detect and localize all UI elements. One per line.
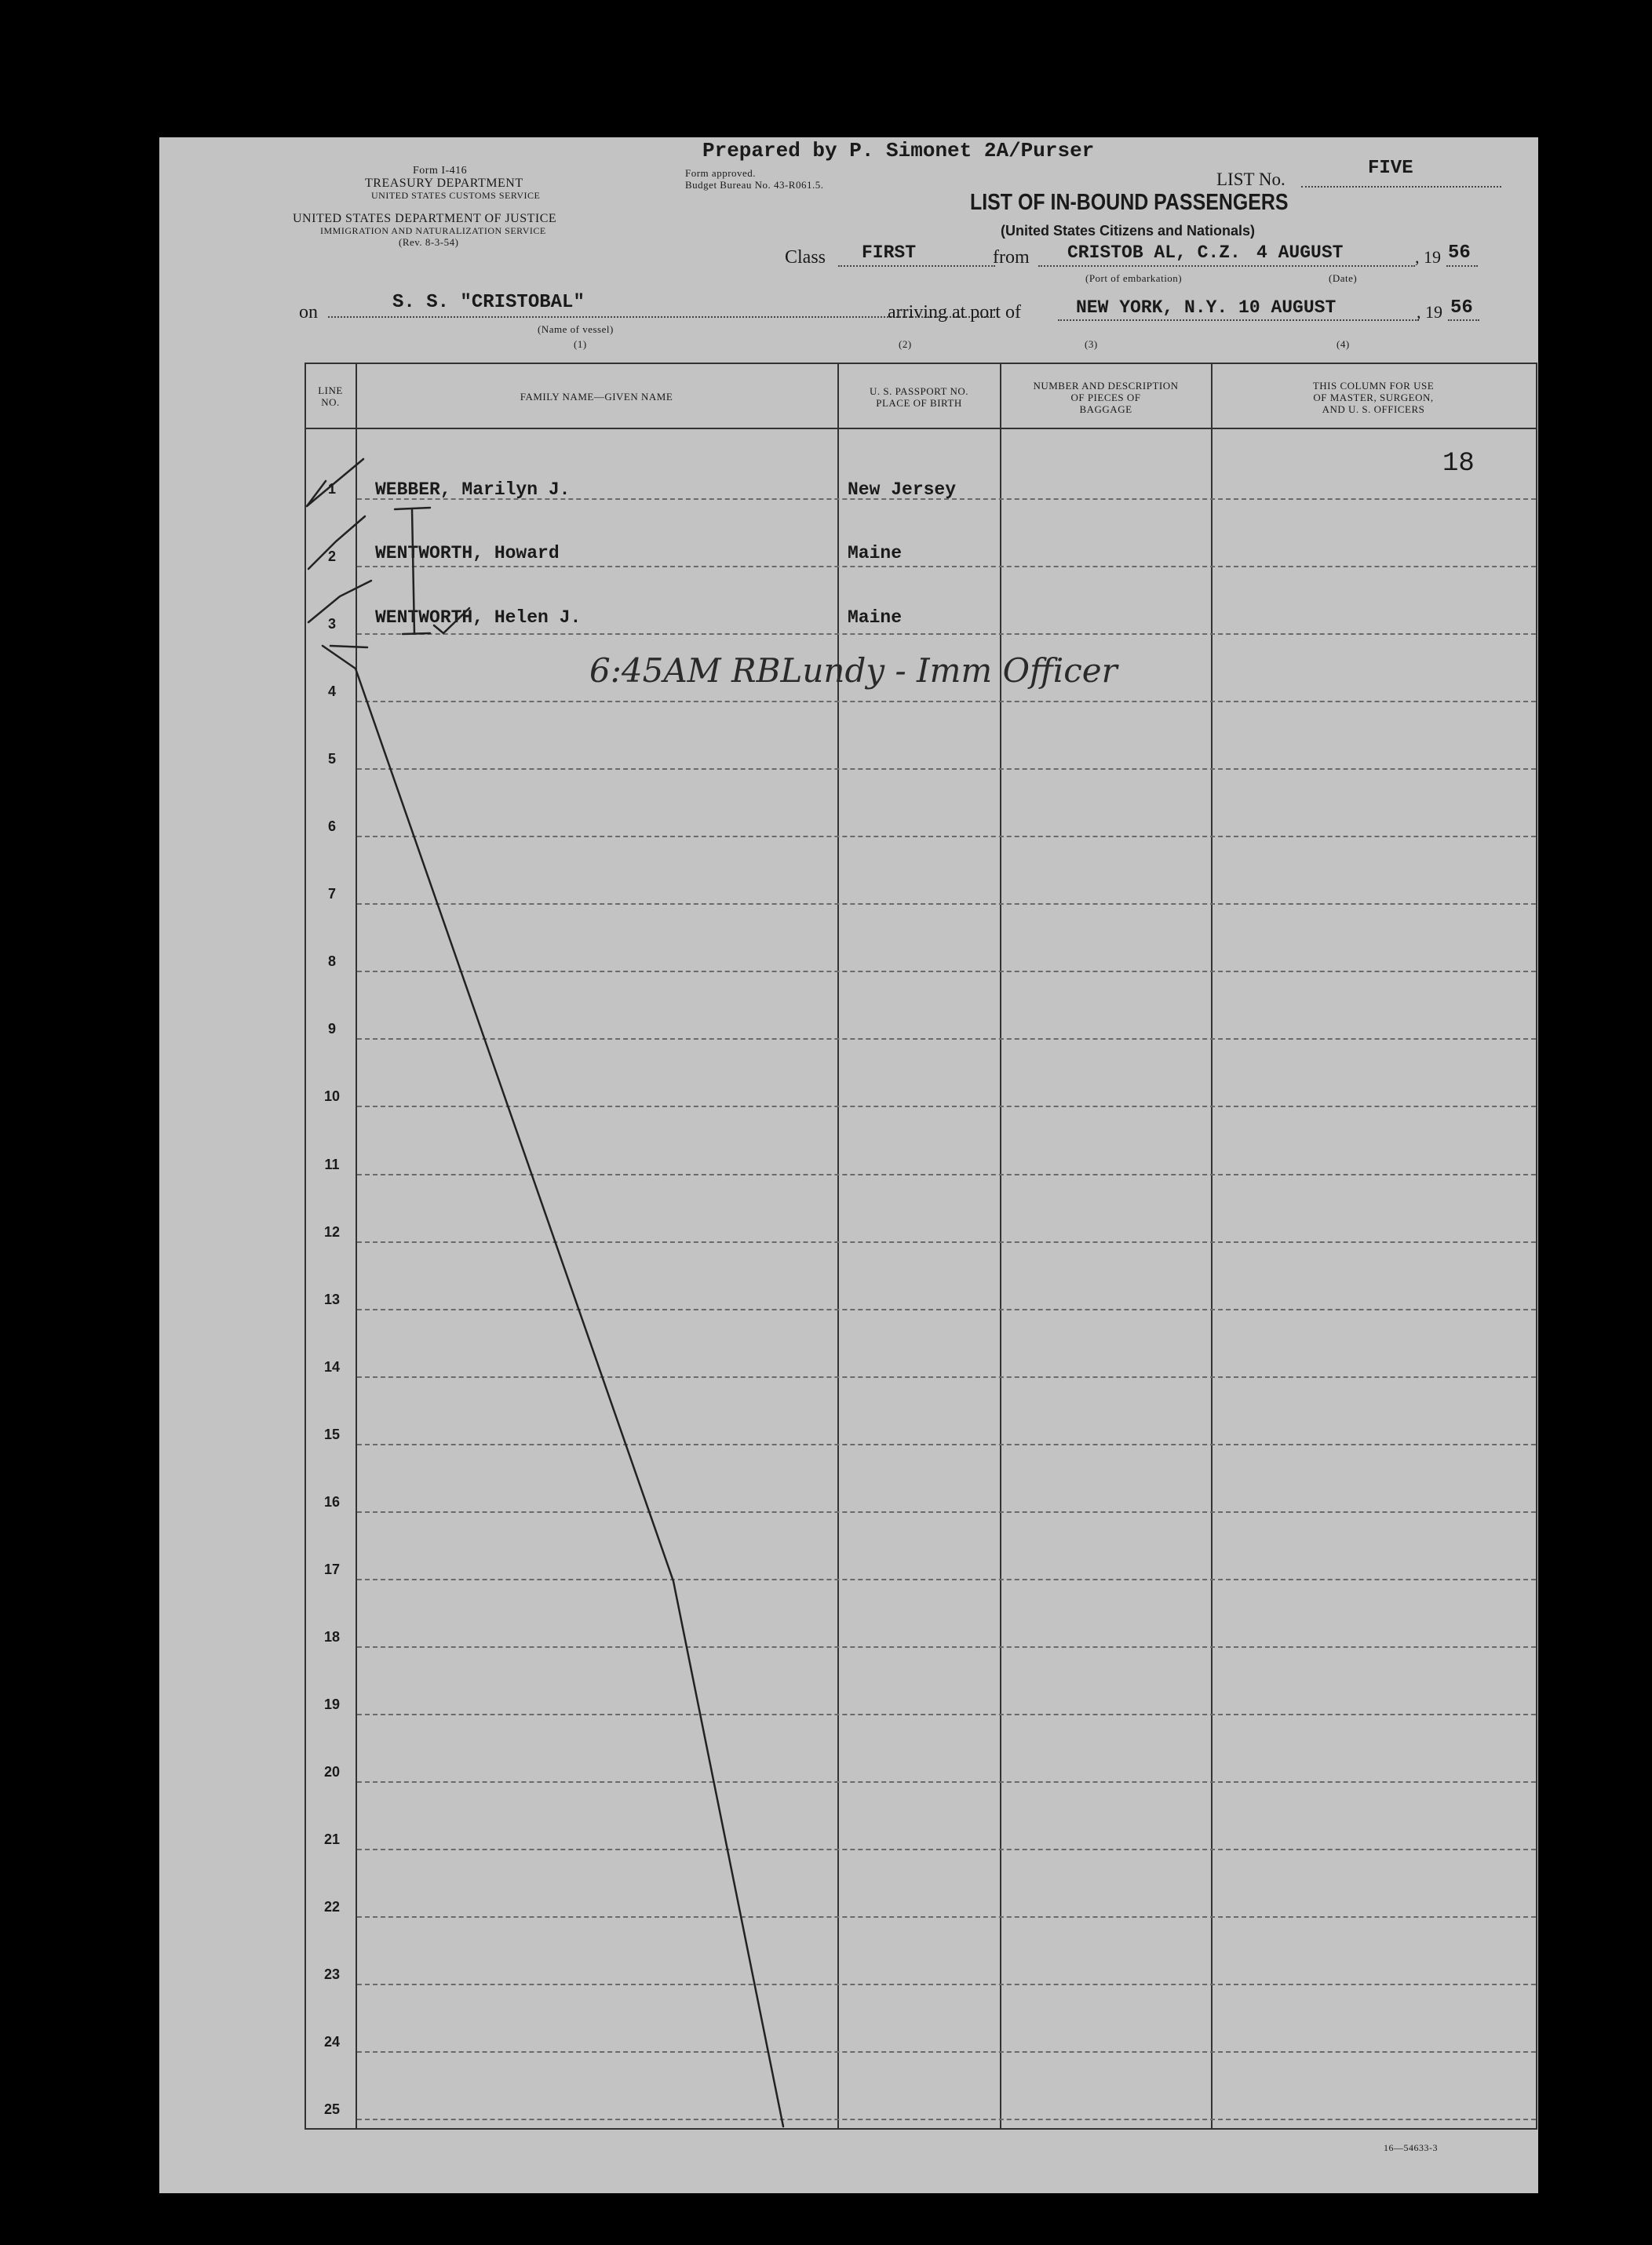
cancel-diagonal-line [323,646,783,2127]
row-number: 4 [327,683,336,699]
arrival-year-prefix: , 19 [1417,302,1442,322]
prepared-by: Prepared by P. Simonet 2A/Purser [702,139,1095,162]
justice-dept: UNITED STATES DEPARTMENT OF JUSTICE [293,212,557,225]
row-number: 13 [323,1292,341,1307]
from-line [1038,265,1415,267]
row-rule [357,1309,1536,1310]
class-value: FIRST [862,242,917,263]
header-baggage: NUMBER AND DESCRIPTION OF PIECES OF BAGGAGE [1033,380,1179,415]
row-rule [357,1781,1536,1783]
passenger-birthplace: Maine [848,543,903,563]
row-strike [330,646,367,647]
row-number: 3 [327,616,336,632]
row-number: 7 [327,886,336,902]
row-rule [357,701,1536,702]
vessel-name: S. S. "CRISTOBAL" [392,292,585,313]
row-number: 12 [323,1224,341,1240]
row-rule [357,1984,1536,1985]
col-num-3: (3) [1085,338,1098,350]
row-rule [357,633,1536,635]
port-caption: (Port of embarkation) [1085,272,1183,284]
class-label: Class [785,247,826,268]
row-rule [357,1916,1536,1918]
list-no-label: LIST No. [1216,169,1285,189]
col-divider-baggage [1211,363,1213,2130]
manifest-sheet [159,137,1538,2193]
row-number: 18 [323,1629,341,1645]
arrival-port-date: NEW YORK, N.Y. 10 AUGUST [1076,297,1337,318]
customs-service: UNITED STATES CUSTOMS SERVICE [371,190,541,201]
header-line-no: LINE NO. [318,384,343,408]
row-rule [357,1241,1536,1243]
row-number: 24 [323,2034,341,2050]
row-rule [357,1174,1536,1175]
row-number: 23 [323,1966,341,1982]
row-number: 14 [323,1359,341,1375]
vessel-caption: (Name of vessel) [538,323,614,335]
row-number: 1 [327,481,336,497]
table-header-border [305,428,1537,429]
list-no-value: FIVE [1368,158,1413,179]
row-rule [357,1511,1536,1513]
passenger-name: WENTWORTH, Howard [375,543,560,563]
row-rule [357,1106,1536,1107]
revision: (Rev. 8-3-54) [399,236,459,248]
row-number: 17 [323,1562,341,1577]
row-rule [357,2119,1536,2120]
row-number: 9 [327,1021,336,1037]
col-divider-name [837,363,839,2130]
row-rule [357,2051,1536,2053]
arriving-label: arriving at port of [888,302,1021,323]
row-rule [357,1646,1536,1648]
row-number: 5 [327,751,336,767]
row-rule [357,903,1536,905]
class-line [838,265,995,267]
row-number: 22 [323,1899,341,1915]
row-rule [357,1849,1536,1850]
embark-year-prefix: , 19 [1415,247,1441,267]
on-label: on [299,302,318,323]
row-number: 20 [323,1764,341,1780]
row-rule [357,566,1536,567]
col-divider-passport [1000,363,1001,2130]
col-divider-line [356,363,357,2130]
arrival-line [1058,319,1419,321]
row-number: 8 [327,953,336,969]
row-number: 11 [324,1157,340,1172]
row-number: 2 [327,548,336,564]
officer-note: 18 [1442,449,1475,479]
row-number: 10 [323,1088,341,1104]
date-caption: (Date) [1329,272,1358,284]
handwriting-marks [159,137,1538,2193]
form-number: Form I-416 [413,165,468,177]
arrival-year-line [1448,319,1479,321]
footer-code: 16—54633-3 [1384,2142,1438,2153]
row-number: 6 [327,818,336,834]
list-no-line [1301,186,1501,188]
row-number: 16 [323,1494,341,1510]
form-title: LIST OF IN-BOUND PASSENGERS [970,190,1289,215]
row-rule [357,836,1536,837]
embark-date: 4 AUGUST [1256,242,1344,263]
from-label: from [993,247,1030,268]
immigration-service: IMMIGRATION AND NATURALIZATION SERVICE [320,225,546,236]
table-right-border [1536,363,1537,2130]
budget-bureau: Budget Bureau No. 43-R061.5. [685,179,824,191]
col-num-4: (4) [1337,338,1350,350]
handwritten-note: 6:45AM RBLundy - Imm Officer [589,651,1118,690]
row-number: 25 [323,2101,341,2117]
header-name: FAMILY NAME—GIVEN NAME [520,391,673,403]
row-number: 19 [323,1697,341,1712]
treasury-dept: TREASURY DEPARTMENT [365,177,523,190]
header-officers: THIS COLUMN FOR USE OF MASTER, SURGEON, AND U. S. OFFICERS [1312,380,1435,415]
row-rule [357,1376,1536,1378]
row-rule [357,1444,1536,1445]
port-embarkation: CRISTOB AL, C.Z. [1067,242,1241,263]
passenger-birthplace: New Jersey [848,479,957,500]
header-passport: U. S. PASSPORT NO. PLACE OF BIRTH [870,385,968,409]
row-number: 21 [323,1831,341,1847]
table-top-border [305,363,1537,364]
form-subtitle: (United States Citizens and Nationals) [1001,223,1256,239]
row-number: 15 [323,1427,341,1442]
col-num-2: (2) [899,338,912,350]
row-rule [357,768,1536,770]
row-rule [357,1579,1536,1580]
arrival-year: 56 [1450,297,1473,319]
form-approved: Form approved. [685,167,757,179]
row-rule [357,971,1536,972]
passenger-name: WENTWORTH, Helen J. [375,607,582,628]
row-rule [357,1714,1536,1715]
table-left-border [305,363,306,2130]
passenger-birthplace: Maine [848,607,903,628]
passenger-name: WEBBER, Marilyn J. [375,479,571,500]
embark-year: 56 [1448,242,1471,264]
year-line [1446,265,1478,267]
col-num-1: (1) [574,338,587,350]
table-bottom-border [305,2128,1537,2130]
row-rule [357,1038,1536,1040]
